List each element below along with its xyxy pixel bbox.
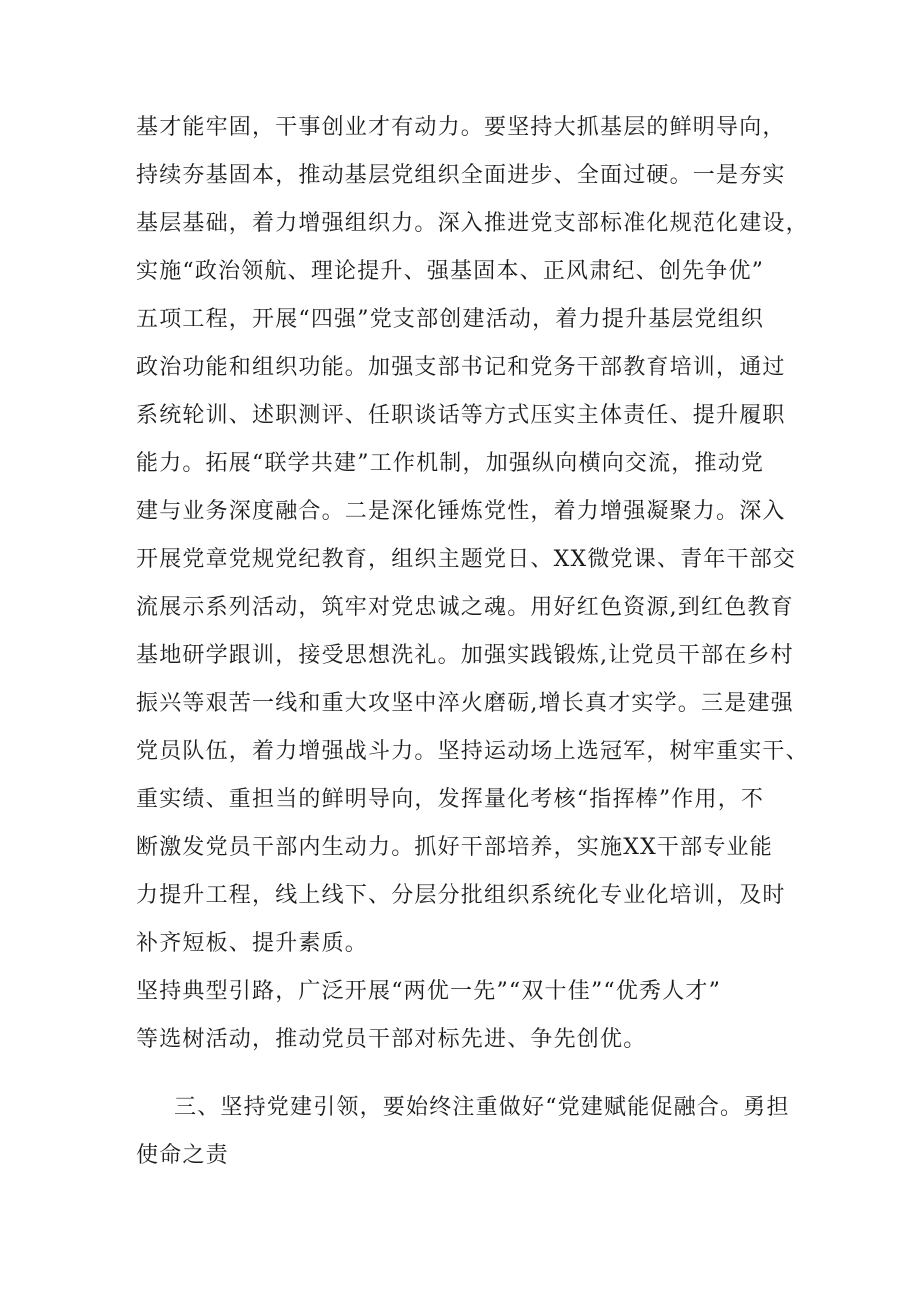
paragraph-3-line-1: 三、坚持党建引领，要始终注重做好“党建赋能促融合。勇担: [174, 1095, 790, 1120]
paragraph-1-line-10: 开展党章党规党纪教育，组织主题党日、XX微党课、青年干部交: [136, 547, 797, 572]
paragraph-1-line-14: 党员队伍，着力增强战斗力。坚持运动场上选冠军，树牢重实干、: [136, 739, 809, 764]
paragraph-2-line-2: 等选树活动，推动党员干部对标先进、争先创优。: [136, 1027, 647, 1052]
paragraph-1-line-12: 基地研学跟训，接受思想洗礼。加强实践锻炼,让党员干部在乡村: [136, 643, 794, 668]
paragraph-1-line-8: 能力。拓展“联学共建”工作机制，加强纵向横向交流，推动党: [136, 451, 765, 476]
paragraph-3-line-2: 使命之责: [136, 1143, 229, 1168]
paragraph-1-line-18: 补齐短板、提升素质。: [136, 931, 369, 956]
paragraph-1-line-13: 振兴等艰苦一线和重大攻坚中淬火磨砺,增长真才实学。三是建强: [136, 691, 794, 716]
paragraph-1-line-5: 五项工程，开展“四强”党支部创建活动，着力提升基层党组织: [136, 307, 765, 332]
paragraph-1-line-9: 建与业务深度融合。二是深化锤炼党性，着力增强凝聚力。深入: [136, 499, 786, 524]
paragraph-1-line-11: 流展示系列活动，筑牢对党忠诚之魂。用好红色资源,到红色教育: [136, 595, 794, 620]
paragraph-1-line-17: 力提升工程，线上线下、分层分批组织系统化专业化培训，及时: [136, 883, 786, 908]
paragraph-1-line-3: 基层基础，着力增强组织力。深入推进党支部标准化规范化建设，: [136, 211, 809, 236]
paragraph-1-line-7: 系统轮训、述职测评、任职谈话等方式压实主体责任、提升履职: [136, 403, 786, 428]
paragraph-1-line-6: 政治功能和组织功能。加强支部书记和党务干部教育培训，通过: [136, 355, 786, 380]
paragraph-2-line-1: 坚持典型引路，广泛开展“两优一先”“双十佳”“优秀人才”: [136, 979, 722, 1004]
paragraph-1-line-2: 持续夯基固本，推动基层党组织全面进步、全面过硬。一是夯实: [136, 163, 786, 188]
paragraph-1-line-15: 重实绩、重担当的鲜明导向，发挥量化考核“指挥棒”作用，不: [136, 787, 765, 812]
paragraph-1-line-4: 实施“政治领航、理论提升、强基固本、正风肃纪、创先争优”: [136, 259, 765, 284]
paragraph-1-line-1: 基才能牢固，干事创业才有动力。要坚持大抓基层的鲜明导向，: [136, 115, 786, 140]
paragraph-1-line-16: 断激发党员干部内生动力。抓好干部培养，实施XX干部专业能: [136, 835, 773, 860]
